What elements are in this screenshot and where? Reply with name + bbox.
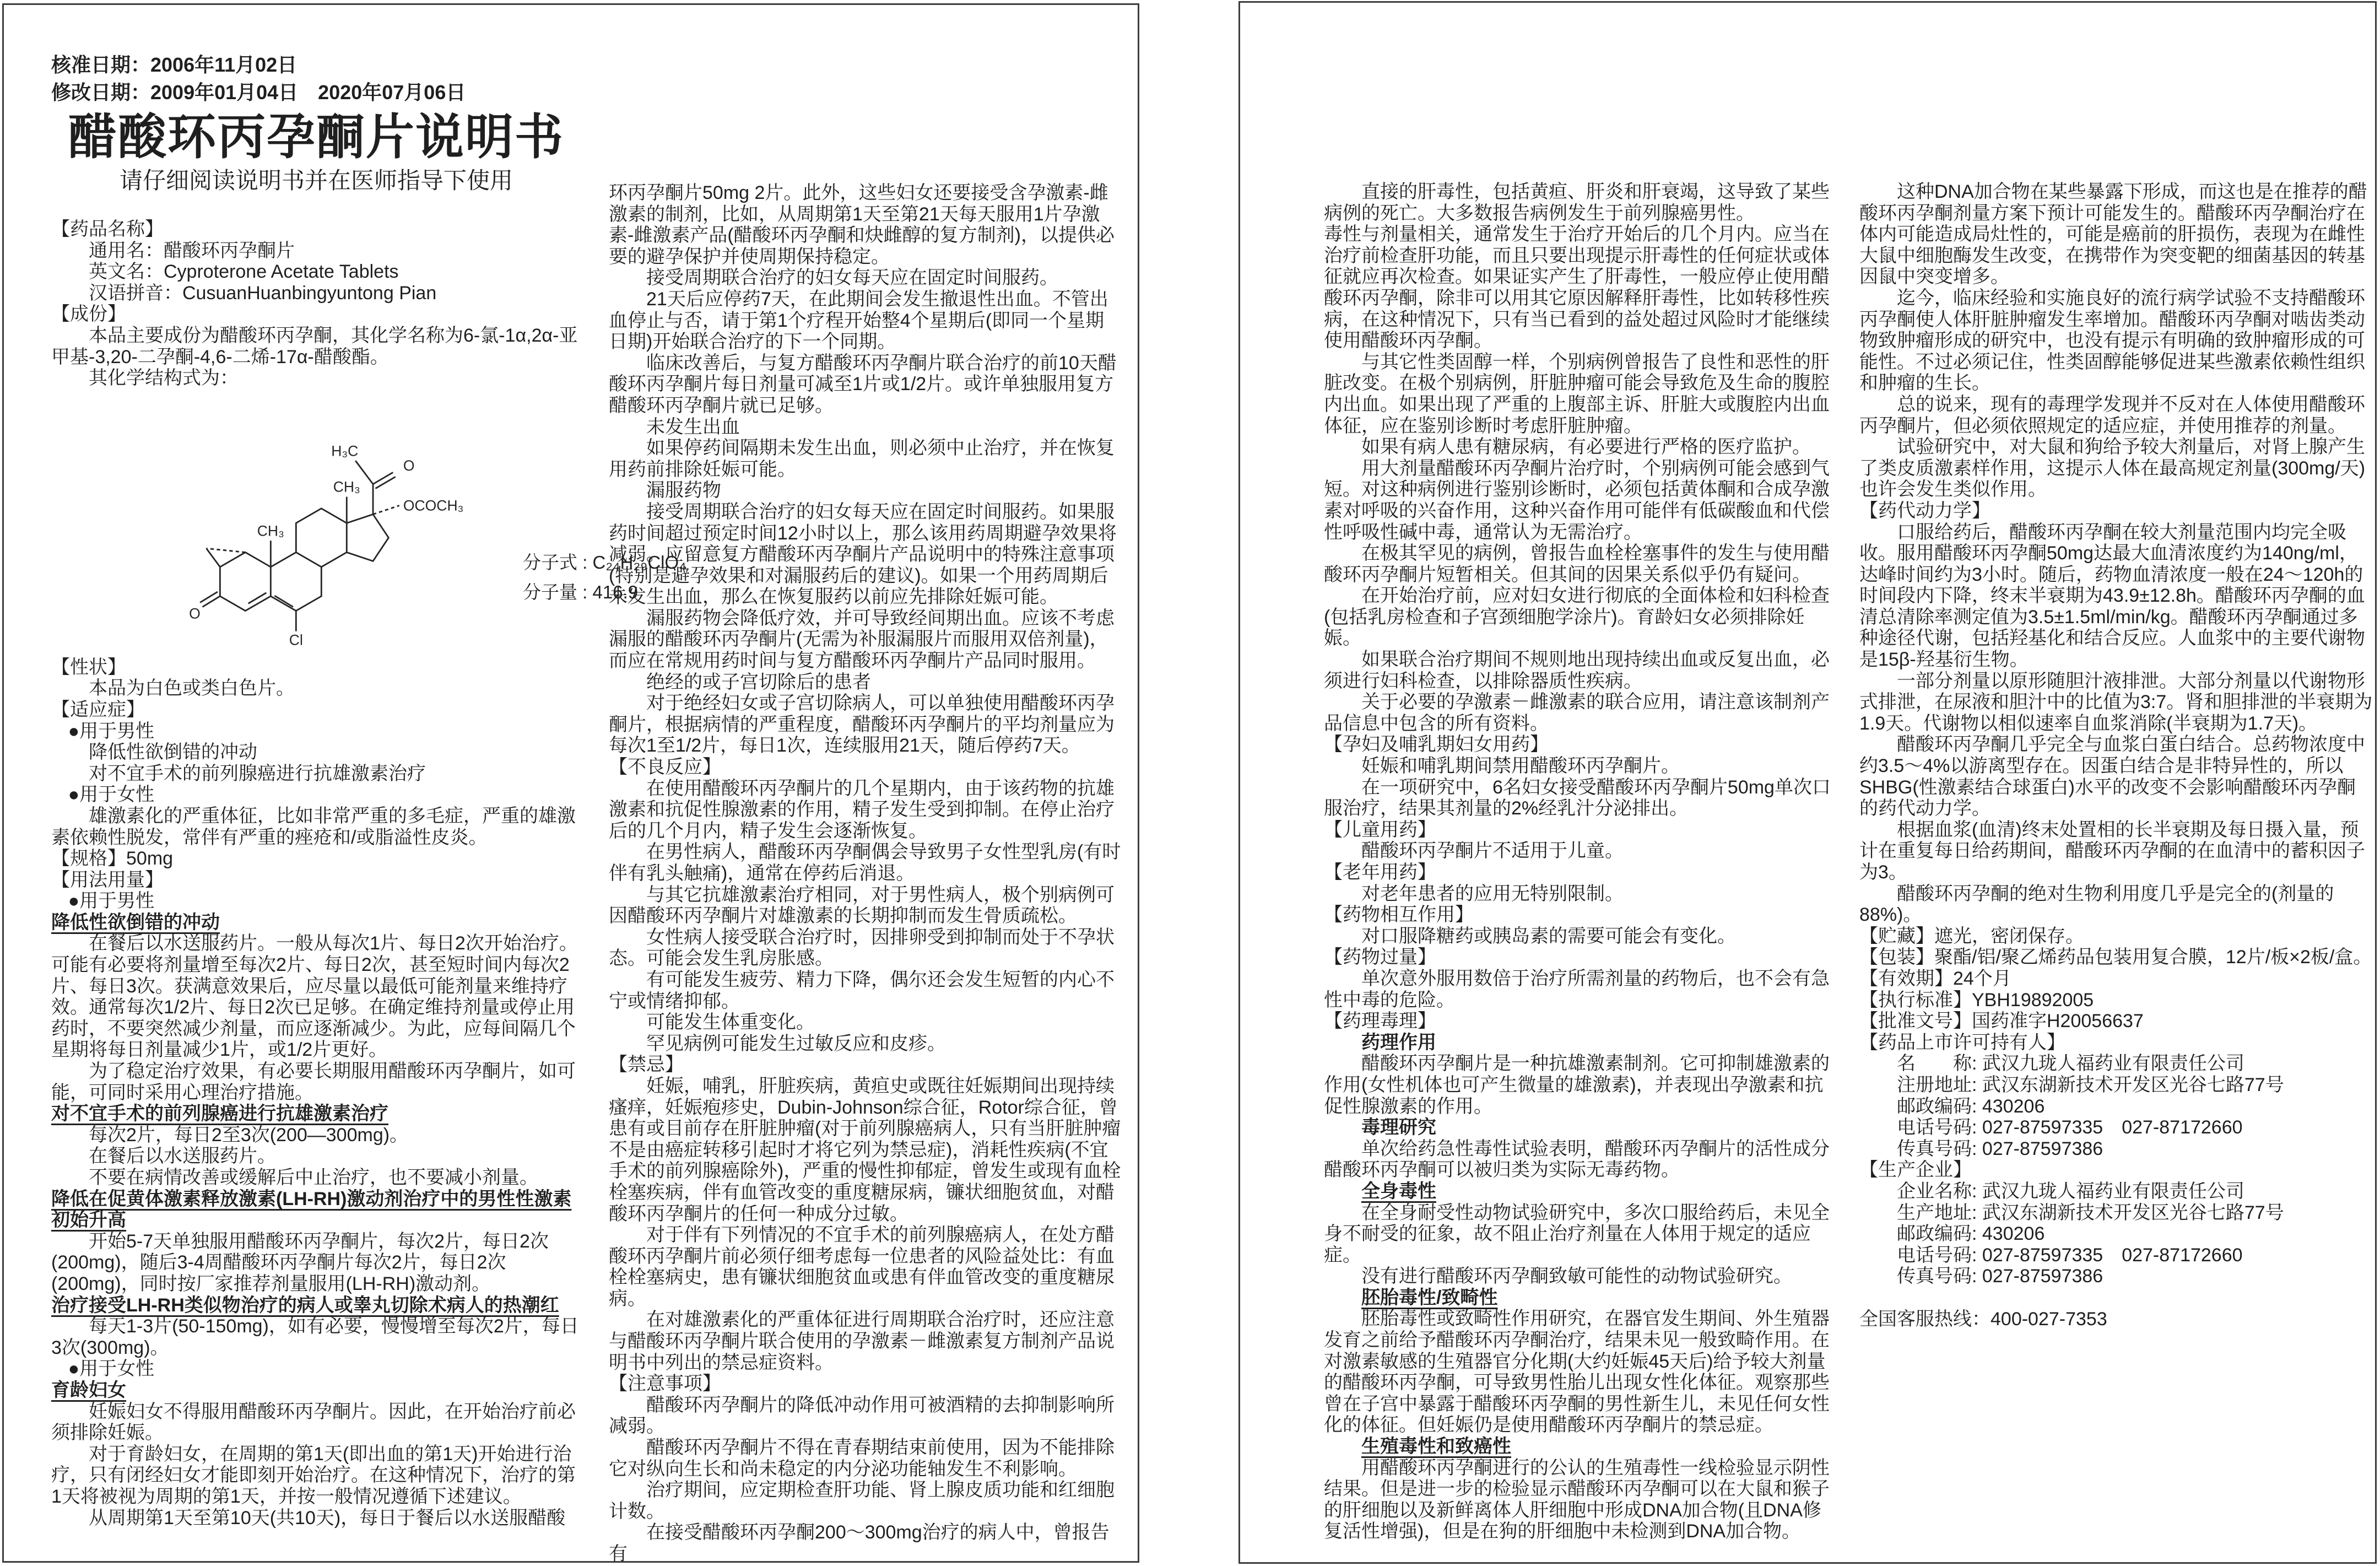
paragraph: 有可能发生疲劳、精力下降，偶尔还会发生短暂的内心不宁或情绪抑郁。 bbox=[609, 969, 1115, 1012]
paragraph: 对于伴有下列情况的不宜手术的前列腺癌病人，在处方醋酸环丙孕酮片前必须仔细考虑每一位患者的风险益处比：有血栓栓塞病史，患有镰状细胞贫血或患有伴血管改变的重度糖尿病。 bbox=[609, 1224, 1115, 1309]
paragraph: 电话号码: 027-87597335 027-87172660 bbox=[1897, 1117, 2243, 1138]
paragraph: 每天1-3片(50-150mg)，如有必要，慢慢增至每次2片，每日3次(300mg)。 bbox=[51, 1316, 579, 1358]
sub-heading: 对不宜手术的前列腺癌进行抗雄激素治疗 bbox=[51, 1103, 388, 1125]
section-heading: 【包装】聚酯/铝/聚乙烯药品包装用复合膜，12片/板×2板/盒。 bbox=[1859, 947, 2372, 968]
section-heading: 【药品名称】 bbox=[51, 219, 164, 240]
section-heading: 【用法用量】 bbox=[51, 869, 164, 890]
paragraph: 迄今，临床经验和实施良好的流行病学试验不支持醋酸环丙孕酮使人体肝脏肿瘤发生率增加。醋酸环丙孕酮对啮齿类动物致肿瘤形成的研究中，也没有提示有明确的致肿瘤形成的可能性。不过必须记住，性类固醇能够促进某些激素依赖性组织和肿瘤的生长。 bbox=[1859, 287, 2365, 394]
paragraph: 其化学结构式为： bbox=[89, 368, 239, 389]
paragraph: 在接受醋酸环丙孕酮200～300mg治疗的病人中，曾报告有 bbox=[609, 1522, 1110, 1564]
paragraph: 未发生出血 bbox=[646, 416, 740, 438]
paragraph: 对老年患者的应用无特别限制。 bbox=[1361, 883, 1624, 904]
paragraph: 本品主要成份为醋酸环丙孕酮，其化学名称为6-氯-1α,2α-亚甲基-3,20-二孕酮-4,6-二烯-17α-醋酸酯。 bbox=[51, 325, 578, 368]
paragraph: 妊娠，哺乳，肝脏疾病，黄疸史或既往妊娠期间出现持续瘙痒，妊娠疱疹史，Dubin-Johnson综合征，Rotor综合征，曾患有或目前存在肝脏肿瘤(对于前列腺癌病人，只有当肝脏肿瘤不是由癌症转移引起时才将它列为禁忌症)，消耗性疾病(不宜手术的前列腺癌除外)，严重的慢性抑郁症，曾发生或现有血栓栓塞疾病，伴有血管改变的重度糖尿病，镰状细胞贫血，对醋酸环丙孕酮片的任何一种成分过敏。 bbox=[609, 1075, 1121, 1224]
paragraph: 如果停药间隔期未发生出血，则必须中止治疗，并在恢复用药前排除妊娠可能。 bbox=[609, 438, 1115, 480]
section-heading: 【禁忌】 bbox=[609, 1054, 684, 1076]
section-heading: 【儿童用药】 bbox=[1324, 819, 1436, 840]
paragraph: 在全身耐受性动物试验研究中，多次口服给药后，未见全身不耐受的征象，故不阻止治疗剂量在人体用于规定的适应症。 bbox=[1324, 1202, 1830, 1266]
sub-heading: 育龄妇女 bbox=[51, 1379, 126, 1401]
section-heading: 【成份】 bbox=[51, 304, 126, 325]
section-heading: 【规格】50mg bbox=[51, 848, 174, 870]
molecular-formula: 分子式 : C₂₄H₂₉ClO₄ bbox=[523, 552, 686, 573]
steroid-skeleton-diagram bbox=[188, 393, 500, 647]
paragraph: 妊娠和哺乳期间禁用醋酸环丙孕酮片。 bbox=[1361, 755, 1680, 777]
sub-heading: 治疗接受LH-RH类似物治疗的病人或睾丸切除术病人的热潮红 bbox=[51, 1294, 559, 1316]
paragraph: 关于必要的孕激素－雌激素的联合应用，请注意该制剂产品信息中包含的所有资料。 bbox=[1324, 692, 1830, 734]
paragraph: 用大剂量醋酸环丙孕酮片治疗时，个别病例可能会感到气短。对这种病例进行鉴别诊断时，必须包括黄体酮和合成孕激素对呼吸的兴奋作用，这种兴奋作用可能伴有低碳酸血和代偿性呼吸性碱中毒，通常认为无需治疗。 bbox=[1324, 457, 1830, 543]
paragraph: 绝经的或子宫切除后的患者 bbox=[646, 671, 871, 693]
section-heading: 【药代动力学】 bbox=[1859, 500, 1990, 521]
paragraph: 对于育龄妇女，在周期的第1天(即出血的第1天)开始进行治疗，只有闭经妇女才能即刻开始治疗。在这种情况下，治疗的第1天将被视为周期的第1天，并按一般情况遵循下述建议。 bbox=[51, 1443, 576, 1507]
revision-date-line: 核准日期：2006年11月02日 bbox=[51, 53, 298, 76]
paragraph: 在男性病人，醋酸环丙孕酮偶会导致男子女性型乳房(有时伴有乳头触痛)，通常在停药后消退。 bbox=[609, 841, 1121, 884]
paragraph: 可能发生体重变化。 bbox=[646, 1012, 815, 1033]
paragraph: 在开始治疗前，应对妇女进行彻底的全面体检和妇科检查(包括乳房检查和子宫颈细胞学涂片)。育龄妇女必须排除妊娠。 bbox=[1324, 585, 1830, 649]
paragraph: 本品为白色或类白色片。 bbox=[89, 678, 295, 699]
paragraph: 21天后应停药7天，在此期间会发生撤退性出血。不管出血停止与否，请于第1个疗程开始整4个星期后(即同一个星期日期)开始联合治疗的下一个同期。 bbox=[609, 288, 1108, 353]
paragraph: 单次意外服用数倍于治疗所需剂量的药物后，也不会有急性中毒的危险。 bbox=[1324, 968, 1830, 1011]
sub-heading: 胚胎毒性/致畸性 bbox=[1361, 1287, 1498, 1308]
paragraph: 邮政编码: 430206 bbox=[1897, 1223, 2045, 1245]
sub-heading: 生殖毒性和致癌性 bbox=[1361, 1436, 1511, 1457]
paragraph: 从周期第1天至第10天(共10天)，每日于餐后以水送服醋酸 bbox=[89, 1507, 566, 1529]
paragraph: 这种DNA加合物在某些暴露下形成，而这也是在推荐的醋酸环丙孕酮剂量方案下预计可能发生的。醋酸环丙孕酮治疗在体内可能造成局灶性的，可能是癌前的肝损伤，表现为在雌性大鼠中细胞酶发生改变，在携带作为突变靶的细菌基因的转基因鼠中突变增多。 bbox=[1859, 181, 2367, 288]
section-heading: 【适应症】 bbox=[51, 699, 145, 720]
section-heading: 【性状】 bbox=[51, 656, 126, 678]
paragraph: 醋酸环丙孕酮片的降低冲动作用可被酒精的去抑制影响所减弱。 bbox=[609, 1394, 1115, 1437]
page-right bbox=[1238, 1, 2377, 1564]
section-heading: 【孕妇及哺乳期妇女用药】 bbox=[1324, 734, 1549, 755]
section-heading: 【药理毒理】 bbox=[1324, 1011, 1436, 1032]
paragraph: 醋酸环丙孕酮几乎完全与血浆白蛋白结合。总药物浓度中约3.5～4%以游离型存在。因蛋白结合是非特异性的，所以SHBG(性激素结合球蛋白)水平的改变不会影响醋酸环丙孕酮的药代动力学。 bbox=[1859, 734, 2365, 819]
paragraph: 醋酸环丙孕酮片不得在青春期结束前使用，因为不能排除它对纵向生长和尚未稳定的内分泌功能轴发生不利影响。 bbox=[609, 1437, 1115, 1479]
paragraph: 传真号码: 027-87597386 bbox=[1897, 1266, 2103, 1287]
paragraph: 临床改善后，与复方醋酸环丙孕酮片联合治疗的前10天醋酸环丙孕酮片每日剂量可减至1片或1/2片。或许单独服用复方醋酸环丙孕酮片就已足够。 bbox=[609, 352, 1117, 416]
paragraph: 根据血浆(血清)终末处置相的长半衰期及每日摄入量，预计在重复每日给药期间，醋酸环丙孕酮的在血清中的蓄积因子为3。 bbox=[1859, 819, 2365, 883]
sub-heading: 全身毒性 bbox=[1361, 1180, 1436, 1202]
paragraph: 醋酸环丙孕酮片是一种抗雄激素制剂。它可抑制雄激素的作用(女性机体也可产生微量的雄激素)，并表现出孕激素和抗促性腺激素的作用。 bbox=[1324, 1053, 1830, 1117]
sub-heading: 降低性欲倒错的冲动 bbox=[51, 911, 220, 933]
section-heading: 【批准文号】国药准字H20056637 bbox=[1859, 1011, 2144, 1032]
methyl-c19-label: CH₃ bbox=[257, 522, 284, 539]
paragraph: 接受周期联合治疗的妇女每天应在固定时间服药。 bbox=[646, 267, 1058, 289]
document-subtitle: 请仔细阅读说明书并在医师指导下使用 bbox=[119, 168, 513, 193]
column-3 bbox=[1324, 181, 1837, 1540]
molecular-weight: 分子量 : 416.9 bbox=[523, 581, 639, 602]
methyl-acetyl-label: H₃C bbox=[331, 442, 359, 460]
paragraph: 口服给药后，醋酸环丙孕酮在较大剂量范围内均完全吸收。服用醋酸环丙孕酮50mg达最大血清浓度约为140ng/ml，达峰时间约为3小时。随后，药物血清浓度一般在24～120h的时间段内下降，终末半衰期为43.9±12.8h。醋酸环丙孕酮的血清总清除率测定值为3.5±1.5ml/min/kg。醋酸环丙孕酮通过多种途径代谢，包括羟基化和结合反应。人血浆中的主要代谢物是15β-羟基衍生物。 bbox=[1859, 521, 2365, 671]
paragraph: 英文名：Cyproterone Acetate Tablets bbox=[89, 261, 399, 283]
paragraph: 全国客服热线：400-027-7353 bbox=[1859, 1308, 2107, 1330]
paragraph: 妊娠妇女不得服用醋酸环丙孕酮片。因此，在开始治疗前必须排除妊娠。 bbox=[51, 1401, 576, 1444]
acetate-group-label: OCOCH₃ bbox=[403, 497, 464, 514]
sub-heading: 毒理研究 bbox=[1361, 1117, 1436, 1138]
paragraph: 通用名：醋酸环丙孕酮片 bbox=[89, 240, 295, 261]
paragraph: 对于绝经妇女或子宫切除病人，可以单独使用醋酸环丙孕酮片，根据病情的严重程度，醋酸环丙孕酮片的平均剂量应为每次1至1/2片，每日1次，连续服用21天，随后停药7天。 bbox=[609, 693, 1115, 757]
paragraph: 为了稳定治疗效果，有必要长期服用醋酸环丙孕酮片，如可能，可同时采用心理治疗措施。 bbox=[51, 1061, 576, 1103]
paragraph: 生产地址: 武汉东湖新技术开发区光谷七路77号 bbox=[1897, 1202, 2284, 1223]
paragraph: 电话号码: 027-87597335 027-87172660 bbox=[1897, 1244, 2243, 1266]
oxygen-acetyl-label: O bbox=[403, 457, 415, 474]
section-heading: 【药物相互作用】 bbox=[1324, 904, 1474, 926]
paragraph: 治疗期间，应定期检查肝功能、肾上腺皮质功能和红细胞计数。 bbox=[609, 1479, 1115, 1522]
paragraph: 如果联合治疗期间不规则地出现持续出血或反复出血，必须进行妇科检查，以排除器质性疾病。 bbox=[1324, 649, 1830, 692]
paragraph: 漏服药物会降低疗效，并可导致经间期出血。应该不考虑漏服的醋酸环丙孕酮片(无需为补服漏服片而服用双倍剂量)，而应在常规用药时间与复方醋酸环丙孕酮片产品同时服用。 bbox=[609, 607, 1115, 672]
paragraph: 降低性欲倒错的冲动 bbox=[89, 742, 257, 763]
paragraph: 在使用醋酸环丙孕酮片的几个星期内，由于该药物的抗雄激素和抗促性腺激素的作用，精子发生受到抑制。在停止治疗后的几个月内，精子发生会逐渐恢复。 bbox=[609, 777, 1115, 841]
paragraph: 企业名称: 武汉九珑人福药业有限责任公司 bbox=[1897, 1180, 2244, 1202]
section-heading: 【生产企业】 bbox=[1859, 1159, 1972, 1181]
paragraph: 一部分剂量以原形随胆汁液排泄。大部分剂量以代谢物形式排泄，在尿液和胆汁中的比值为3:7。肾和胆排泄的半衰期为1.9天。代谢物以相似速率自血浆消除(半衰期为1.7天)。 bbox=[1859, 670, 2373, 734]
section-heading: 【药物过量】 bbox=[1324, 947, 1436, 968]
sub-heading: 药理作用 bbox=[1361, 1032, 1436, 1053]
paragraph: 毒性与剂量相关，通常发生于治疗开始后的几个月内。应当在治疗前检查肝功能，而且只要出现提示肝毒性的任何症状或体征就应再次检查。如果证实产生了肝毒性，一般应停止使用醋酸环丙孕酮，除非可以用其它原因解释肝毒性，比如转移性疾病，在这种情况下，只有当已看到的益处超过风险时才能继续使用醋酸环丙孕酮。 bbox=[1324, 224, 1830, 352]
column-2 bbox=[609, 182, 1122, 1564]
paragraph: 传真号码: 027-87597386 bbox=[1897, 1138, 2103, 1159]
bullet-item: ●用于男性 bbox=[68, 890, 155, 912]
paragraph: 单次给药急性毒性试验表明，醋酸环丙孕酮片的活性成分醋酸环丙孕酮可以被归类为实际无毒药物。 bbox=[1324, 1138, 1830, 1181]
paragraph: 注册地址: 武汉东湖新技术开发区光谷七路77号 bbox=[1897, 1074, 2284, 1095]
bullet-item: ●用于男性 bbox=[68, 720, 155, 742]
paragraph: 与其它抗雄激素治疗相同，对于男性病人，极个别病例可因醋酸环丙孕酮片对雄激素的长期抑制而发生骨质疏松。 bbox=[609, 884, 1115, 927]
paragraph: 罕见病例可能发生过敏反应和皮疹。 bbox=[646, 1033, 946, 1054]
paragraph: 在餐后以水送服药片。 bbox=[89, 1146, 276, 1167]
paragraph: 直接的肝毒性，包括黄疸、肝炎和肝衰竭，这导致了某些病例的死亡。大多数报告病例发生于前列腺癌男性。 bbox=[1324, 181, 1830, 224]
chlorine-label: Cl bbox=[289, 631, 303, 649]
paragraph: 名 称: 武汉九珑人福药业有限责任公司 bbox=[1897, 1053, 2244, 1074]
paragraph: 用醋酸环丙孕酮进行的公认的生殖毒性一线检验显示阴性结果。但是进一步的检验显示醋酸环丙孕酮可以在大鼠和猴子的肝细胞以及新鲜离体人肝细胞中形成DNA加合物(且DNA修复活性增强)，但是在狗的肝细胞中未检测到DNA加合物。 bbox=[1324, 1457, 1830, 1542]
section-heading: 【贮藏】遮光，密闭保存。 bbox=[1859, 925, 2084, 947]
section-heading: 【注意事项】 bbox=[609, 1373, 721, 1395]
revision-date-line: 修改日期：2009年01月04日 2020年07月06日 bbox=[51, 81, 466, 104]
spacer bbox=[1859, 1287, 2374, 1309]
paragraph: 开始5-7天单独服用醋酸环丙孕酮片，每次2片，每日2次(200mg)，随后3-4周醋酸环丙孕酮片每次2片，每日2次(200mg)，同时按厂家推荐剂量服用(LH-RH)激动剂。 bbox=[51, 1230, 549, 1294]
paragraph: 每次2片，每日2至3次(200—300mg)。 bbox=[89, 1124, 409, 1146]
paragraph: 没有进行醋酸环丙孕酮致敏可能性的动物试验研究。 bbox=[1361, 1266, 1792, 1287]
bullet-item: ●用于女性 bbox=[68, 784, 155, 806]
paragraph: 环丙孕酮片50mg 2片。此外，这些妇女还要接受含孕激素-雌激素的制剂，比如，从周期第1天至第21天每天服用1片孕激素-雌激素产品(醋酸环丙孕酮和炔雌醇的复方制剂)，以提供必要的避孕保护并使周期保持稳定。 bbox=[609, 182, 1115, 267]
paragraph: 雄激素化的严重体征，比如非常严重的多毛症，严重的雄激素依赖性脱发，常伴有严重的痤疮和/或脂溢性皮炎。 bbox=[51, 805, 576, 848]
paragraph: 女性病人接受联合治疗时，因排卵受到抑制而处于不孕状态。可能会发生乳房胀感。 bbox=[609, 926, 1115, 969]
paragraph: 如果有病人患有糖尿病，有必要进行严格的医疗监护。 bbox=[1361, 436, 1811, 458]
paragraph: 接受周期联合治疗的妇女每天应在固定时间服药。如果服药时间超过预定时间12小时以上，那么该用药周期避孕效果将减弱。应留意复方醋酸环丙孕酮片产品说明中的特殊注意事项(特别是避孕效果和对漏服药后的建议)。如果一个用药周期后未发生出血，那么在恢复服药以前应先排除妊娠可能。 bbox=[609, 501, 1117, 608]
section-heading: 【药品上市许可持有人】 bbox=[1859, 1032, 2065, 1053]
paragraph: 对口服降糖药或胰岛素的需要可能会有变化。 bbox=[1361, 925, 1736, 947]
paragraph: 总的说来，现有的毒理学发现并不反对在人体使用醋酸环丙孕酮片，但必须依照规定的适应症，并使用推荐的剂量。 bbox=[1859, 393, 2365, 436]
document-title: 醋酸环丙孕酮片说明书 bbox=[68, 110, 564, 164]
page-left bbox=[2, 3, 1139, 1563]
column-4 bbox=[1859, 181, 2374, 1540]
paragraph: 不要在病情改善或缓解后中止治疗，也不要减小剂量。 bbox=[89, 1167, 538, 1188]
paragraph: 对不宜手术的前列腺癌进行抗雄激素治疗 bbox=[89, 763, 426, 784]
methyl-c18-label: CH₃ bbox=[333, 478, 360, 495]
paragraph: 在餐后以水送服药片。一般从每次1片、每日2次开始治疗。可能有必要将剂量增至每次2片、每日2次，甚至短时间内每次2片、每日3次。获满意效果后，应尽量以最低可能剂量来维持疗效。通常每次1/2片、每日2次已足够。在确定维持剂量或停止用药时，不要突然减少剂量，而应逐渐减少。为此，应每间隔几个星期将每日剂量减少1片，或1/2片更好。 bbox=[51, 933, 578, 1061]
oxygen-ketone-label: O bbox=[189, 605, 201, 622]
paragraph: 漏服药物 bbox=[646, 480, 721, 501]
section-heading: 【有效期】24个月 bbox=[1859, 968, 2011, 989]
bullet-item: ●用于女性 bbox=[68, 1358, 155, 1380]
section-heading: 【老年用药】 bbox=[1324, 862, 1436, 883]
paragraph: 邮政编码: 430206 bbox=[1897, 1095, 2045, 1117]
paragraph: 汉语拼音：CusuanHuanbingyuntong Pian bbox=[89, 282, 437, 304]
sub-heading: 降低在促黄体激素释放激素(LH-RH)激动剂治疗中的男性性激素初始升高 bbox=[51, 1188, 572, 1231]
paragraph: 在对雄激素化的严重体征进行周期联合治疗时，还应注意与醋酸环丙孕酮片联合使用的孕激素－雌激素复方制剂产品说明书中列出的禁忌症资料。 bbox=[609, 1309, 1115, 1373]
paragraph: 在极其罕见的病例，曾报告血栓栓塞事件的发生与使用醋酸环丙孕酮片短暂相关。但其间的因果关系似乎仍有疑问。 bbox=[1324, 543, 1830, 585]
paragraph: 醋酸环丙孕酮的绝对生物利用度几乎是完全的(剂量的88%)。 bbox=[1859, 883, 2334, 926]
section-heading: 【执行标准】YBH19892005 bbox=[1859, 989, 2094, 1011]
paragraph: 在一项研究中，6名妇女接受醋酸环丙孕酮片50mg单次口服治疗，结果其剂量的2%经乳汁分泌排出。 bbox=[1324, 776, 1831, 819]
paragraph: 胚胎毒性或致畸性作用研究，在器官发生期间、外生殖器发育之前给予醋酸环丙孕酮治疗，结果未见一般致畸作用。在对激素敏感的生殖器官分化期(大约妊娠45天后)给予较大剂量的醋酸环丙孕酮，可导致男性胎儿出现女性化体征。观察那些曾在子宫中暴露于醋酸环丙孕酮的男性新生儿，未见任何女性化的体征。但妊娠仍是使用醋酸环丙孕酮片的禁忌症。 bbox=[1324, 1308, 1830, 1436]
paragraph: 醋酸环丙孕酮片不适用于儿童。 bbox=[1361, 840, 1624, 862]
paragraph: 试验研究中，对大鼠和狗给予较大剂量后，对肾上腺产生了类皮质激素样作用，这提示人体在最高规定剂量(300mg/天)也许会发生类似作用。 bbox=[1859, 436, 2366, 500]
paragraph: 与其它性类固醇一样，个别病例曾报告了良性和恶性的肝脏改变。在极个别病例，肝脏肿瘤可能会导致危及生命的腹腔内出血。如果出现了严重的上腹部主诉、肝脏大或腹腔内出血体征，应在鉴别诊断时考虑肝脏肿瘤。 bbox=[1324, 351, 1830, 436]
section-heading: 【不良反应】 bbox=[609, 757, 721, 778]
